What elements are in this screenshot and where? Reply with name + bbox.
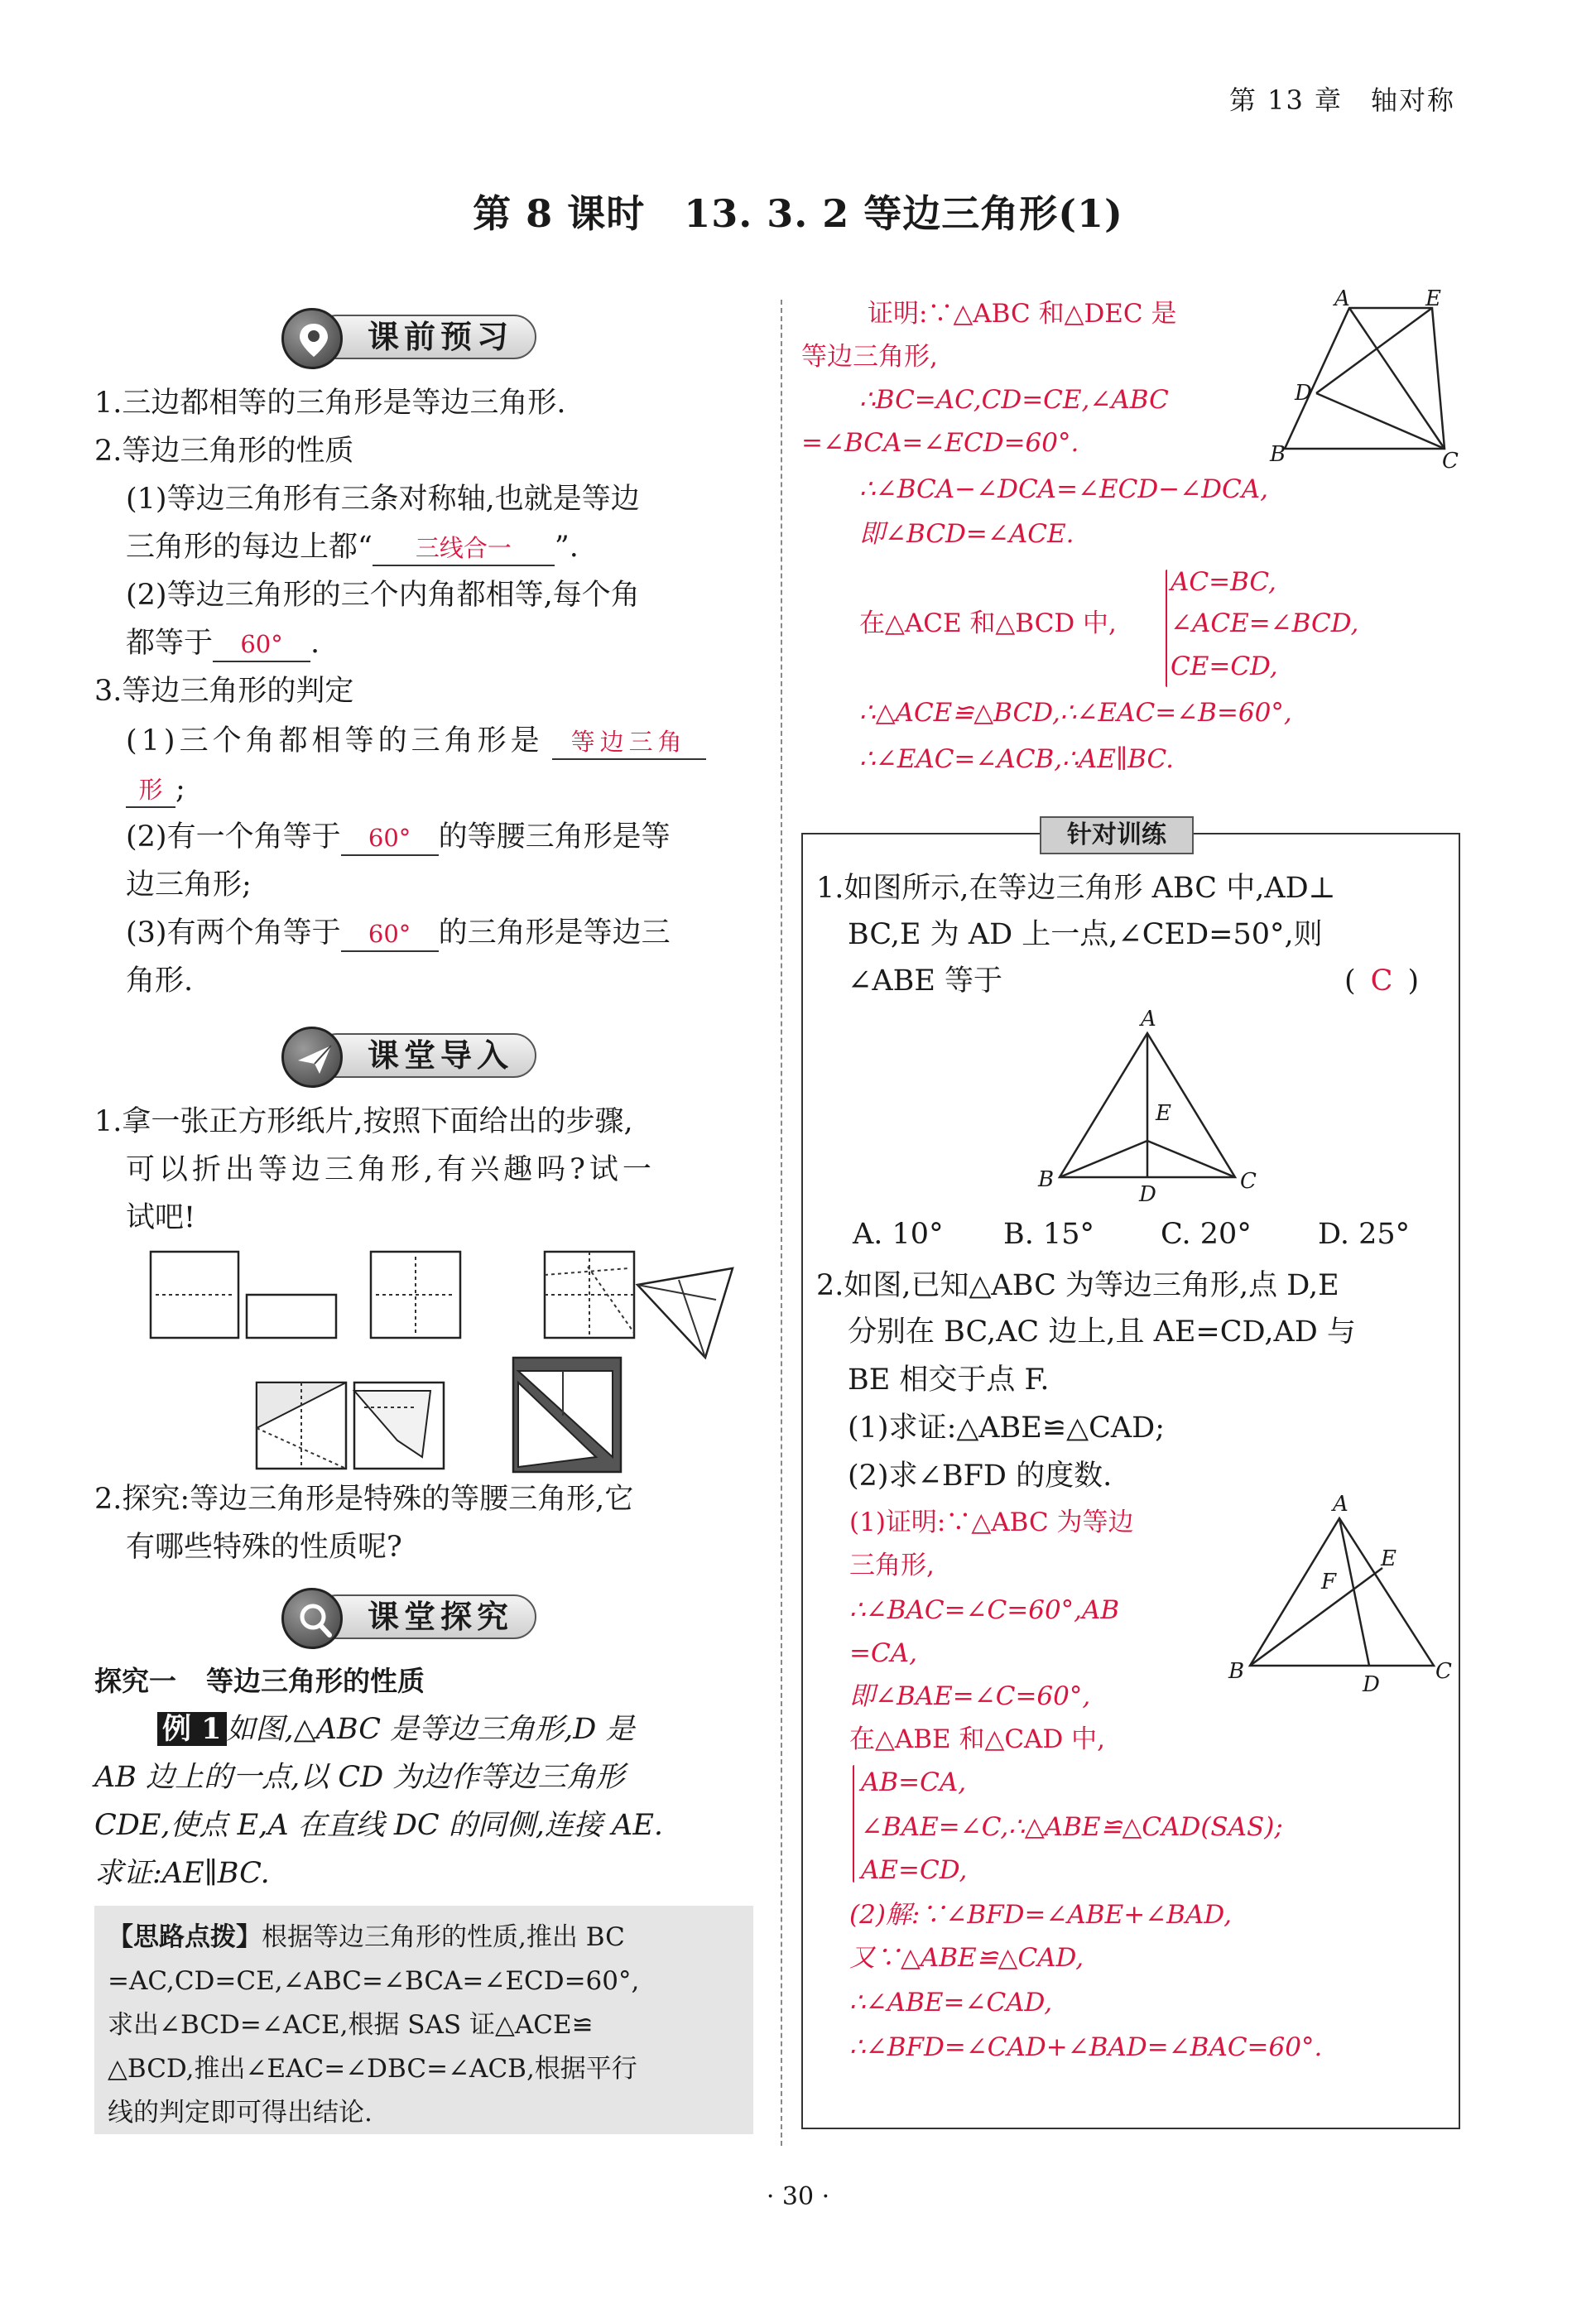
training-tab: 针对训练 xyxy=(1040,816,1194,854)
preview-item-2-1: (1)等边三角形有三条对称轴,也就是等边 xyxy=(126,483,640,516)
preview-item-3-1b xyxy=(126,765,185,813)
answer-text: 等边三角 xyxy=(570,728,687,756)
column-divider xyxy=(781,300,782,2146)
proof-brace-1: AC=BC, xyxy=(1171,567,1276,597)
example-line3: CDE,使点 E,A 在直线 DC 的同侧,连接 AE. xyxy=(94,1809,664,1842)
paper-plane-icon xyxy=(281,1027,343,1088)
preview-item-3-3 xyxy=(126,909,671,957)
label-D: D xyxy=(1295,381,1312,406)
solution-line2: 三角形, xyxy=(849,1551,935,1580)
answer-blank xyxy=(126,772,175,808)
hint-text: 线的判定即可得出结论. xyxy=(108,2098,373,2128)
solution-line10: (2)解:∵∠BFD=∠ABE+∠BAD, xyxy=(849,1900,1232,1930)
text: ”. xyxy=(554,531,579,564)
heading-tag: 探究一 xyxy=(94,1665,176,1697)
label-C: C xyxy=(1240,1169,1257,1194)
training-q1-line3: ∠ABE 等于 xyxy=(848,964,1002,998)
preview-item-2-2: (2)等边三角形的三个内角都相等,每个角 xyxy=(126,579,640,612)
hint-text: △BCD,推出∠EAC=∠DBC=∠ACB,根据平行 xyxy=(108,2054,637,2084)
example-tag: 例 1 xyxy=(157,1712,227,1746)
text: (3)有两个角等于 xyxy=(126,916,341,950)
solution-line12: ∴∠ABE=∠CAD, xyxy=(849,1988,1053,2017)
proof-line6: 即∠BCD=∠ACE. xyxy=(859,519,1074,549)
preview-item-2-2b xyxy=(126,619,320,667)
answer-text: 三线合一 xyxy=(415,534,512,562)
option-c[interactable]: C. 20° xyxy=(1161,1218,1252,1251)
label-C: C xyxy=(1435,1659,1452,1684)
map-pin-icon xyxy=(281,308,343,369)
intro-q2-line1: 2.探究:等边三角形是特殊的等腰三角形,它 xyxy=(94,1483,634,1516)
label-D: D xyxy=(1363,1672,1380,1697)
heading-text: 等边三角形的性质 xyxy=(206,1665,425,1697)
proof-brace xyxy=(1166,570,1167,687)
answer-blank xyxy=(373,531,555,566)
text: 的等腰三角形是等 xyxy=(438,820,671,854)
preview-item-3-2b: 边三角形; xyxy=(126,868,252,902)
hint-text: 根据等边三角形的性质,推出 BC xyxy=(262,1922,625,1952)
proof-brace-2: ∠ACE=∠BCD, xyxy=(1171,608,1359,638)
text: (2)有一个角等于 xyxy=(126,820,341,854)
figure-training2 xyxy=(1217,1492,1457,1712)
option-b[interactable]: B. 15° xyxy=(1003,1218,1095,1251)
proof-brace-3: CE=CD, xyxy=(1171,652,1278,681)
intro-q1-line2: 可以折出等边三角形,有兴趣吗?试一 xyxy=(126,1153,656,1186)
chapter-number: 第 13 章 xyxy=(1228,84,1343,116)
label-E: E xyxy=(1381,1546,1396,1571)
label-D: D xyxy=(1139,1182,1156,1207)
paren-close: ) xyxy=(1407,964,1420,998)
preview-item-3: 3.等边三角形的判定 xyxy=(94,675,354,708)
proof-line7: 在△ACE 和△BCD 中, xyxy=(859,608,1117,638)
banner-label: 课前预习 xyxy=(315,315,536,359)
lesson-title: 第 8 课时 13. 3. 2 等边三角形(1) xyxy=(473,191,1123,236)
proof-line9: ∴∠EAC=∠ACB,∴AE∥BC. xyxy=(859,744,1175,774)
solution-line1: (1)证明:∵△ABC 为等边 xyxy=(849,1508,1134,1537)
text: . xyxy=(310,627,320,660)
proof-line5: ∴∠BCA−∠DCA=∠ECD−∠DCA, xyxy=(859,474,1268,504)
hint-tag: 【思路点拨】 xyxy=(108,1922,262,1952)
solution-line5: 即∠BAE=∠C=60°, xyxy=(849,1681,1091,1711)
intro-q2-line2: 有哪些特殊的性质呢? xyxy=(126,1531,402,1564)
hint-text: =AC,CD=CE,∠ABC=∠BCA=∠ECD=60°, xyxy=(108,1966,640,1996)
answer-blank xyxy=(341,820,439,856)
label-B: B xyxy=(1270,442,1286,467)
label-B: B xyxy=(1228,1659,1245,1684)
answer-text: 60° xyxy=(368,920,411,948)
training-q2-line3: BE 相交于点 F. xyxy=(848,1363,1050,1397)
proof-line4: =∠BCA=∠ECD=60°. xyxy=(801,428,1079,458)
text: ; xyxy=(175,772,185,806)
text: 的三角形是等边三 xyxy=(438,916,671,950)
training-q2-line2: 分别在 BC,AC 边上,且 AE=CD,AD 与 xyxy=(848,1315,1356,1349)
intro-q1-line1: 1.拿一张正方形纸片,按照下面给出的步骤, xyxy=(94,1105,633,1138)
answer-text: 60° xyxy=(240,630,283,658)
label-F: F xyxy=(1321,1570,1337,1594)
label-C: C xyxy=(1442,449,1459,474)
proof-line2: 等边三角形, xyxy=(801,342,938,372)
training-q2-line4: (1)求证:△ABE≌△CAD; xyxy=(848,1411,1165,1445)
option-d[interactable]: D. 25° xyxy=(1318,1218,1411,1251)
answer-choice: C xyxy=(1370,964,1393,998)
label-E: E xyxy=(1156,1101,1171,1126)
label-B: B xyxy=(1038,1167,1055,1192)
paren-open: ( xyxy=(1344,964,1356,998)
proof-line8: ∴△ACE≌△BCD,∴∠EAC=∠B=60°, xyxy=(859,698,1292,728)
solution-brace-3: AE=CD, xyxy=(861,1855,968,1885)
text: (1)三个角都相等的三角形是 xyxy=(126,724,544,757)
training-q1-line1: 1.如图所示,在等边三角形 ABC 中,AD⊥ xyxy=(816,872,1336,905)
example-line2: AB 边上的一点,以 CD 为边作等边三角形 xyxy=(94,1761,625,1794)
label-A: A xyxy=(1334,286,1350,311)
text: 都等于 xyxy=(126,627,214,660)
preview-item-3-3b: 角形. xyxy=(126,964,194,998)
example-line4: 求证:AE∥BC. xyxy=(94,1857,270,1890)
training-q1-line2: BC,E 为 AD 上一点,∠CED=50°,则 xyxy=(848,918,1323,951)
page-number: · 30 · xyxy=(766,2182,830,2211)
answer-text: 60° xyxy=(368,824,411,852)
explore-heading xyxy=(94,1657,425,1705)
text: 三角形的每边上都“ xyxy=(126,531,373,564)
text: 如图,△ABC 是等边三角形,D 是 xyxy=(226,1713,635,1746)
label-E: E xyxy=(1425,286,1441,311)
label-A: A xyxy=(1333,1492,1348,1517)
preview-item-2: 2.等边三角形的性质 xyxy=(94,435,354,468)
chapter-title: 轴对称 xyxy=(1370,84,1455,116)
folding-steps-figure xyxy=(149,1250,745,1474)
proof-line3: ∴BC=AC,CD=CE,∠ABC xyxy=(859,385,1169,415)
training-q1-options xyxy=(853,1210,1449,1257)
solution-brace-1: AB=CA, xyxy=(861,1767,967,1797)
intro-q1-line3: 试吧! xyxy=(126,1201,196,1234)
answer-blank xyxy=(552,724,706,760)
preview-item-3-2 xyxy=(126,813,671,861)
solution-line4: =CA, xyxy=(849,1638,917,1668)
preview-item-1: 1.三边都相等的三角形是等边三角形. xyxy=(94,387,566,420)
preview-item-2-1b xyxy=(126,523,579,571)
solution-brace xyxy=(853,1765,854,1883)
answer-text: 形 xyxy=(138,776,163,804)
solution-brace-2: ∠BAE=∠C,∴△ABE≌△CAD(SAS); xyxy=(861,1812,1283,1842)
solution-line3: ∴∠BAC=∠C=60°,AB xyxy=(849,1595,1120,1625)
example-line1 xyxy=(157,1705,634,1753)
option-a[interactable]: A. 10° xyxy=(853,1218,944,1251)
preview-item-3-1 xyxy=(126,717,706,765)
banner-intro xyxy=(281,1027,563,1084)
answer-blank xyxy=(213,627,310,662)
figure-training1 xyxy=(1035,1007,1267,1209)
banner-preview xyxy=(281,308,563,366)
banner-explore xyxy=(281,1588,563,1646)
banner-label: 课堂探究 xyxy=(315,1594,536,1639)
figure-example1 xyxy=(1258,286,1465,480)
training-q2-line5: (2)求∠BFD 的度数. xyxy=(848,1460,1113,1493)
solution-line6: 在△ABE 和△CAD 中, xyxy=(849,1724,1106,1754)
training-q1-answer-bracket xyxy=(1344,957,1419,1005)
magnifier-icon xyxy=(281,1588,343,1649)
label-A: A xyxy=(1141,1007,1156,1032)
solution-line11: 又∵△ABE≌△CAD, xyxy=(849,1943,1084,1973)
answer-blank xyxy=(341,916,439,952)
hint-text: 求出∠BCD=∠ACE,根据 SAS 证△ACE≌ xyxy=(108,2010,594,2040)
hint-box xyxy=(94,1906,753,2134)
chapter-header xyxy=(1229,79,1455,118)
solution-line13: ∴∠BFD=∠CAD+∠BAD=∠BAC=60°. xyxy=(849,2032,1323,2062)
training-q2-line1: 2.如图,已知△ABC 为等边三角形,点 D,E xyxy=(816,1269,1339,1302)
banner-label: 课堂导入 xyxy=(315,1033,536,1078)
proof-line1: 证明:∵△ABC 和△DEC 是 xyxy=(868,299,1177,329)
